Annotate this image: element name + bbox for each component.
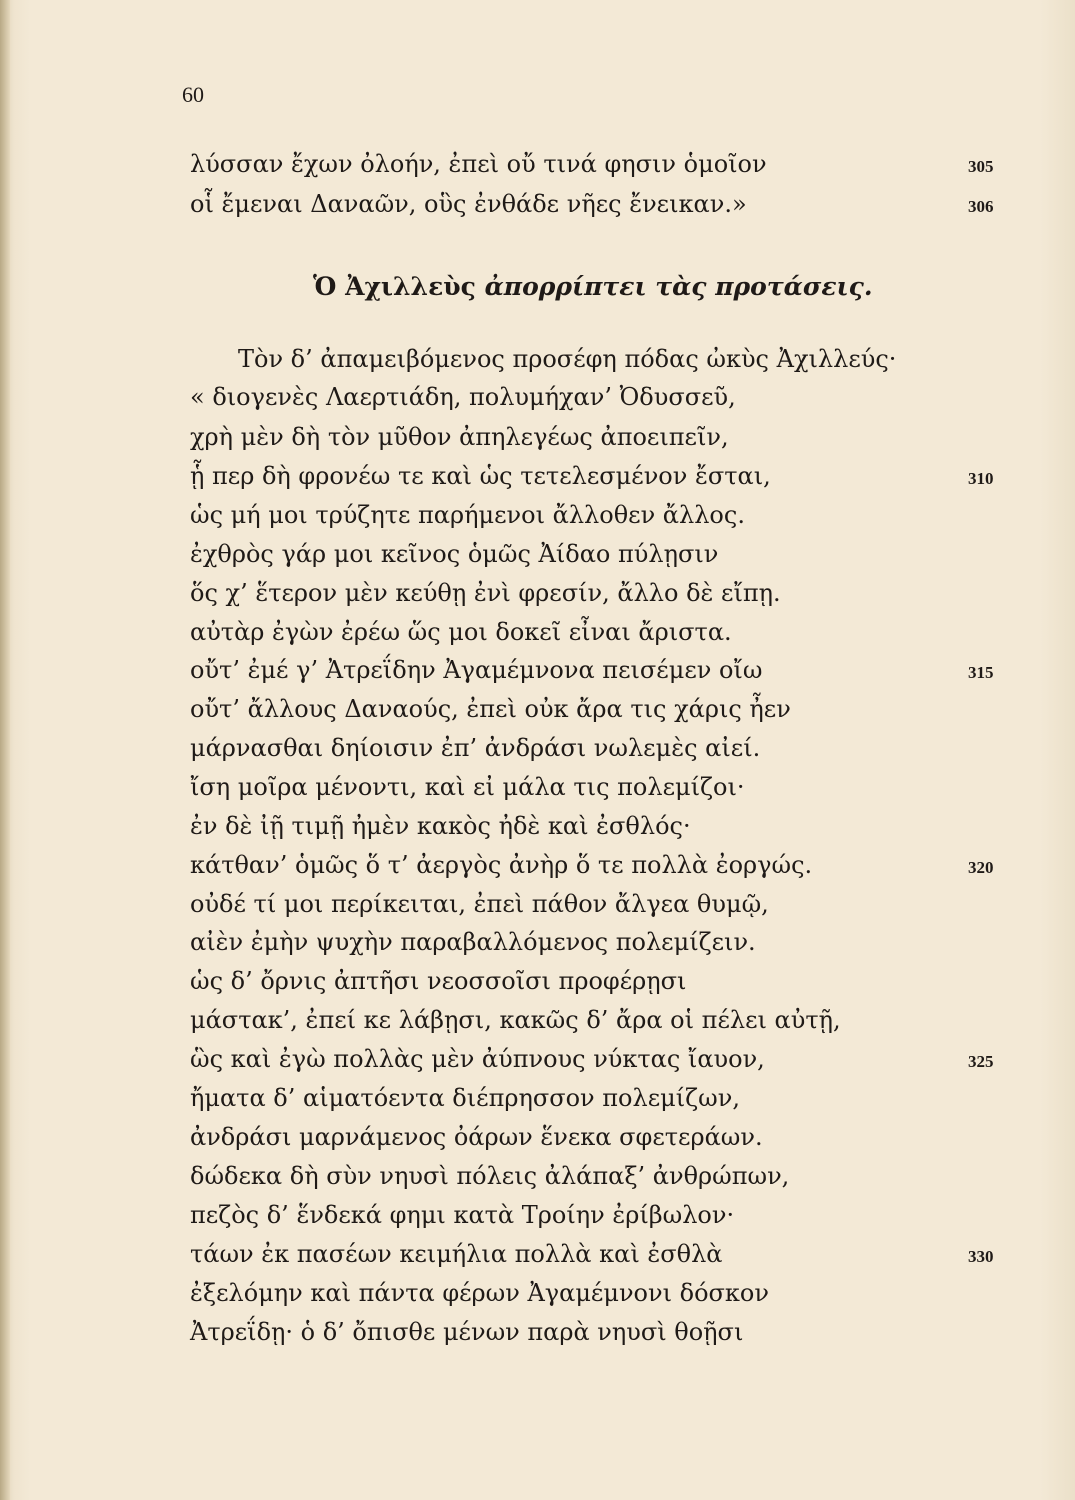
verse-line: « διογενὲς Λαερτιάδη, πολυμήχαν’ Ὀδυσσεῦ,: [190, 383, 736, 411]
line-number: 320: [968, 858, 994, 877]
verse-line: ὅς χ’ ἕτερον μὲν κεύθῃ ἐνὶ φρεσίν, ἄλλο δὲ εἴπῃ.: [190, 579, 781, 607]
verse-line: ὣς καὶ ἐγὼ πολλὰς μὲν ἀύπνους νύκτας ἴαυον,: [190, 1045, 765, 1073]
line-number: 310: [968, 469, 994, 488]
verse-line: ὡς δ’ ὄρνις ἀπτῆσι νεοσσοῖσι προφέρῃσι: [190, 967, 687, 995]
section-heading: [313, 272, 873, 301]
verse-line: Ἀτρεΐδῃ· ὁ δ’ ὄπισθε μένων παρὰ νηυσὶ θοῇσι: [190, 1318, 744, 1346]
verse-line: οὐδέ τί μοι περίκειται, ἐπεὶ πάθον ἄλγεα θυμῷ,: [190, 890, 769, 918]
verse-line: οὔτ’ ἐμέ γ’ Ἀτρεΐδην Ἀγαμέμνονα πεισέμεν οἴω: [190, 656, 763, 684]
verse-line: αἰὲν ἐμὴν ψυχὴν παραβαλλόμενος πολεμίζειν.: [190, 928, 756, 956]
verse-line: ἴση μοῖρα μένοντι, καὶ εἰ μάλα τις πολεμίζοι·: [190, 773, 745, 801]
heading-prefix: Ὁ Ἀχιλλεὺς: [313, 272, 476, 301]
verse-line: μάστακ’, ἐπεί κε λάβῃσι, κακῶς δ’ ἄρα οἱ πέλει αὐτῇ,: [190, 1006, 841, 1034]
verse-line: ἤματα δ’ αἱματόεντα διέπρησσον πολεμίζων,: [190, 1084, 740, 1112]
verse-line: οὔτ’ ἄλλους Δαναούς, ἐπεὶ οὐκ ἄρα τις χάρις ἦεν: [190, 695, 791, 723]
line-number: 325: [968, 1052, 994, 1071]
verse-line: κάτθαν’ ὁμῶς ὅ τ’ ἀεργὸς ἀνὴρ ὅ τε πολλὰ ἐοργώς.: [190, 851, 813, 879]
heading-rest: ἀπορρίπτει τὰς προτάσεις.: [484, 272, 873, 301]
verse-line: ἐχθρὸς γάρ μοι κεῖνος ὁμῶς Ἀίδαο πύλῃσιν: [190, 540, 719, 568]
verse-line: αὐτὰρ ἐγὼν ἐρέω ὥς μοι δοκεῖ εἶναι ἄριστα.: [190, 618, 732, 646]
verse-line: λύσσαν ἔχων ὀλοήν, ἐπεὶ οὔ τινά φησιν ὁμοῖον: [190, 150, 767, 178]
verse-line: δώδεκα δὴ σὺν νηυσὶ πόλεις ἀλάπαξ’ ἀνθρώπων,: [190, 1162, 790, 1190]
line-number: 306: [968, 197, 994, 216]
verse-line: χρὴ μὲν δὴ τὸν μῦθον ἀπηλεγέως ἀποειπεῖν,: [190, 423, 729, 451]
page-number: 60: [182, 82, 204, 107]
line-number: 330: [968, 1247, 994, 1266]
verse-line: ἐξελόμην καὶ πάντα φέρων Ἀγαμέμνονι δόσκον: [190, 1279, 769, 1307]
line-number: 305: [968, 157, 994, 176]
line-number: 315: [968, 663, 994, 682]
verse-line: πεζὸς δ’ ἕνδεκά φημι κατὰ Τροίην ἐρίβωλον·: [190, 1201, 735, 1229]
verse-line: ἀνδράσι μαρνάμενος ὀάρων ἕνεκα σφετεράων.: [190, 1123, 763, 1151]
page-gutter: [0, 0, 10, 1500]
verse-line: ᾗ περ δὴ φρονέω τε καὶ ὡς τετελεσμένον ἔσται,: [190, 462, 771, 490]
verse-line: ἐν δὲ ἰῇ τιμῇ ἠμὲν κακὸς ἠδὲ καὶ ἐσθλός·: [190, 812, 691, 840]
verse-line: Τὸν δ’ ἀπαμειβόμενος προσέφη πόδας ὠκὺς Ἀχιλλεύς·: [238, 345, 897, 373]
verse-line: ὡς μή μοι τρύζητε παρήμενοι ἄλλοθεν ἄλλος.: [190, 501, 745, 529]
verse-line: τάων ἐκ πασέων κειμήλια πολλὰ καὶ ἐσθλὰ: [190, 1240, 723, 1268]
verse-line: οἷ ἔμεναι Δαναῶν, οὓς ἐνθάδε νῆες ἔνεικαν.»: [190, 190, 747, 218]
verse-line: μάρνασθαι δηίοισιν ἐπ’ ἀνδράσι νωλεμὲς αἰεί.: [190, 734, 761, 762]
